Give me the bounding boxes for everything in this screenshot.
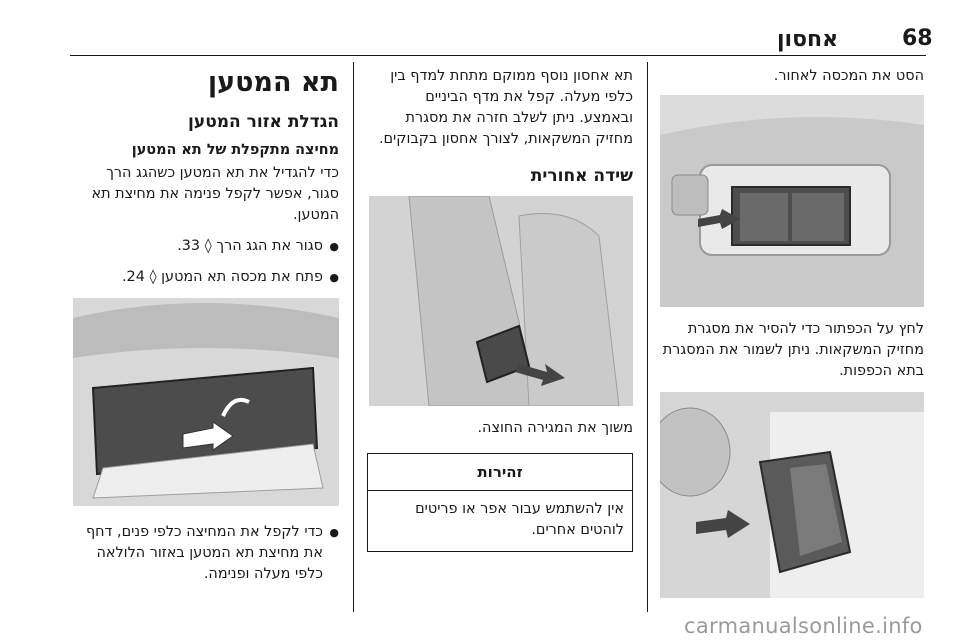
column-divider bbox=[647, 62, 648, 612]
partition-text: כדי להגדיל את תא המטען כשהגג הרך סגור, אפשר לקפל פנימה את מחיצת תא המטען. bbox=[91, 165, 339, 223]
subheading: הגדלת אזור המטען bbox=[188, 112, 339, 132]
page-number: 68 bbox=[902, 26, 933, 51]
bullet-close-roof bbox=[73, 236, 339, 257]
bullet-fold-partition bbox=[73, 522, 339, 585]
watermark: carmanualsonline.info bbox=[684, 614, 923, 638]
rear-drawer-figure bbox=[369, 196, 633, 406]
cupholder-text: לחץ על הכפתור כדי להסיר את מסגרת מחזיק המשקאות. ניתן לשמור את המסגרת בתא הכפפות. bbox=[662, 321, 924, 379]
intro-text: הסט את המכסה לאחור. bbox=[773, 68, 924, 84]
cupholder-illustration bbox=[660, 392, 924, 598]
drawer-heading: שידה אחורית bbox=[530, 166, 633, 186]
bullet-open-trunk bbox=[73, 267, 339, 288]
column-divider bbox=[353, 62, 354, 612]
cupholder-figure bbox=[660, 392, 924, 598]
middle-column bbox=[367, 66, 633, 552]
warning-text: אין להשתמש עבור אפר או פריטים לוהטים אחרים. bbox=[415, 501, 624, 538]
bullet-text: פתח את מכסה תא המטען bbox=[156, 269, 323, 285]
section-title: אחסון bbox=[777, 27, 839, 52]
ref-icon: ◊ bbox=[204, 238, 212, 254]
warning-box bbox=[367, 453, 633, 552]
bullet-text: סגור את הגג הרך bbox=[211, 238, 323, 254]
left-column bbox=[73, 66, 339, 595]
partition-heading: מחיצה מתקפלת של תא המטען bbox=[131, 142, 339, 158]
bullet-text: כדי לקפל את המחיצה כלפי פנים, דחף את מחיצת תא המטען באזור הלולאה כלפי מעלה ופנימה. bbox=[85, 524, 323, 582]
rear-drawer-illustration bbox=[369, 196, 633, 406]
drawer-caption: משוך את המגירה החוצה. bbox=[477, 420, 633, 436]
ref-icon: ◊ bbox=[149, 269, 157, 285]
header-rule bbox=[70, 55, 926, 56]
page-ref-link[interactable]: 33. bbox=[177, 238, 201, 254]
warning-title: זהירות bbox=[368, 454, 632, 491]
storage-text: תא אחסון נוסף ממוקם מתחת למדף בין כלפי מעלה. קפל את מדף הביניים ובאמצע. ניתן לשלב חזרה את מסגרת מחזיק המשקאות, לצורך אחסון בקבוקים. bbox=[378, 68, 633, 147]
page-title: תא המטען bbox=[207, 67, 339, 98]
console-tray-illustration bbox=[660, 95, 924, 307]
console-tray-figure bbox=[660, 95, 924, 307]
trunk-partition-illustration bbox=[73, 298, 339, 506]
page-ref-link[interactable]: 24. bbox=[121, 269, 145, 285]
right-column bbox=[660, 66, 924, 598]
trunk-partition-figure bbox=[73, 298, 339, 506]
